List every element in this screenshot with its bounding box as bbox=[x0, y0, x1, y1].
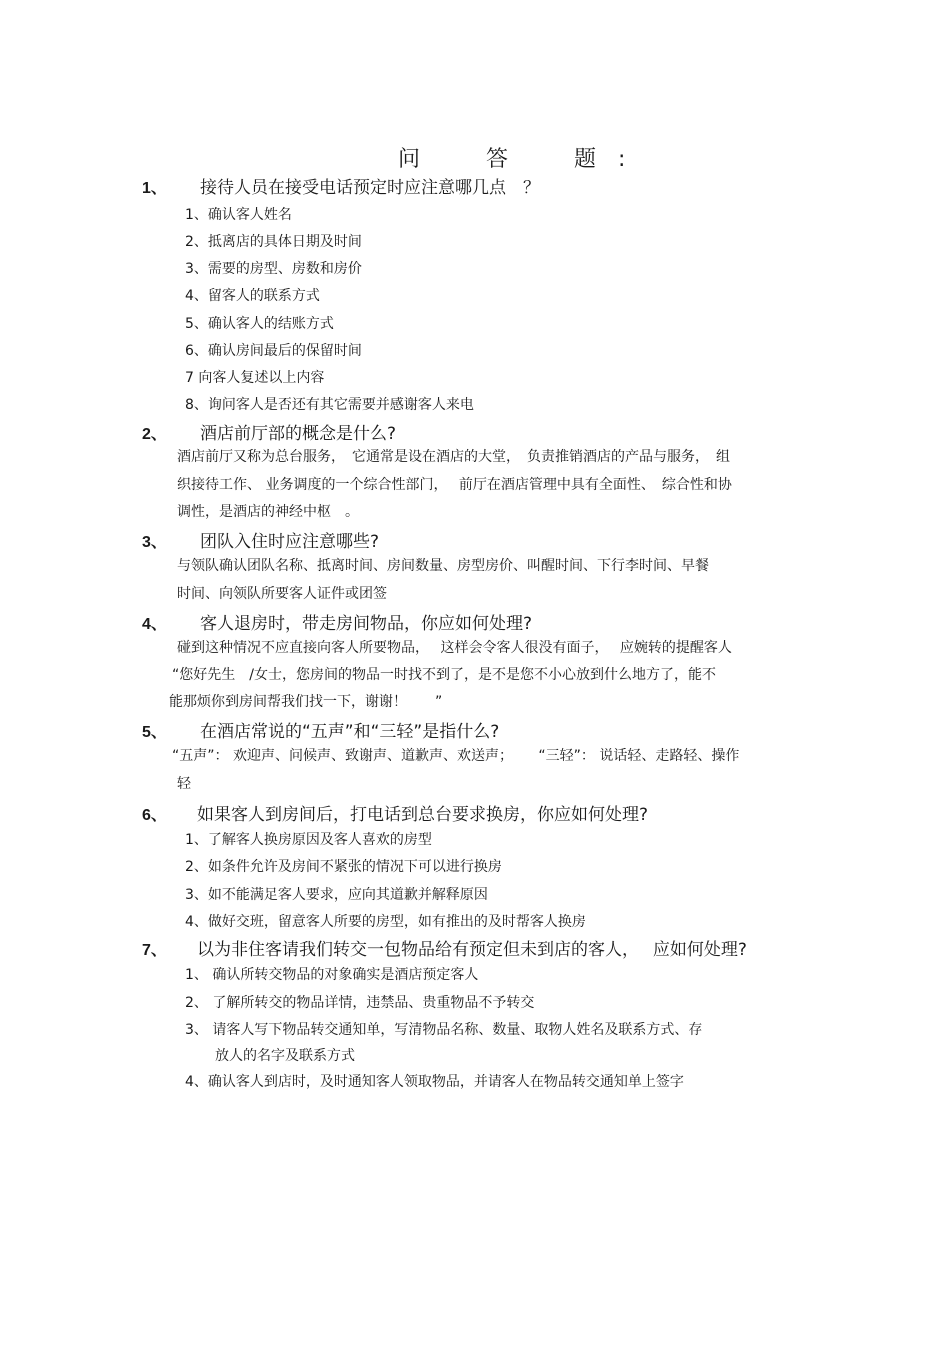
answer-line: 碰到这种情况不应直接向客人所要物品， 这样会令客人很没有面子， 应婉转的提醒客人 bbox=[177, 640, 732, 656]
question-number: 5、 bbox=[142, 724, 167, 741]
question-text: 以为非住客请我们转交一包物品给有预定但未到店的客人， 应如何处理? bbox=[197, 940, 747, 960]
answer-item: 4、做好交班，留意客人所要的房型，如有推出的及时帮客人换房 bbox=[185, 914, 586, 930]
question-text: 在酒店常说的“五声”和“三轻”是指什么? bbox=[200, 722, 500, 742]
answer-line: “您好先生 /女士，您房间的物品一时找不到了，是不是您不小心放到什么地方了，能不 bbox=[172, 667, 716, 683]
question-text: 客人退房时，带走房间物品，你应如何处理? bbox=[200, 614, 533, 634]
answer-line: “五声”： 欢迎声、问候声、致谢声、道歉声、欢送声； “三轻”： 说话轻、走路轻、操作 bbox=[172, 748, 740, 764]
answer-item: 1、了解客人换房原因及客人喜欢的房型 bbox=[185, 832, 432, 848]
answer-item: 2、 了解所转交的物品详情，违禁品、贵重物品不予转交 bbox=[185, 995, 535, 1011]
question-number: 1、 bbox=[142, 180, 167, 197]
answer-line: 酒店前厅又称为总台服务， 它通常是设在酒店的大堂， 负责推销酒店的产品与服务， 组 bbox=[177, 449, 730, 465]
answer-item: 1、确认客人姓名 bbox=[185, 207, 292, 223]
answer-line: 轻 bbox=[177, 776, 191, 792]
question-number: 2、 bbox=[142, 426, 167, 443]
question-number: 7、 bbox=[142, 942, 167, 959]
question-number: 6、 bbox=[142, 807, 167, 824]
question-text: 如果客人到房间后，打电话到总台要求换房，你应如何处理? bbox=[197, 805, 649, 825]
answer-line: 时间、向领队所要客人证件或团签 bbox=[177, 586, 387, 602]
answer-item: 6、确认房间最后的保留时间 bbox=[185, 343, 362, 359]
page-title: 问 答 题: bbox=[398, 147, 648, 172]
answer-item: 8、询问客人是否还有其它需要并感谢客人来电 bbox=[185, 397, 474, 413]
answer-item: 1、 确认所转交物品的对象确实是酒店预定客人 bbox=[185, 967, 479, 983]
question-4 bbox=[142, 609, 532, 634]
question-text: 接待人员在接受电话预定时应注意哪几点 ？ bbox=[200, 178, 540, 198]
question-text: 酒店前厅部的概念是什么? bbox=[200, 424, 397, 444]
question-number: 3、 bbox=[142, 534, 167, 551]
answer-item: 3、需要的房型、房数和房价 bbox=[185, 261, 362, 277]
question-5 bbox=[142, 717, 499, 742]
question-6 bbox=[142, 800, 648, 825]
answer-line: 能那烦你到房间帮我们找一下，谢谢！ ” bbox=[169, 694, 443, 710]
answer-item: 2、如条件允许及房间不紧张的情况下可以进行换房 bbox=[185, 859, 502, 875]
question-1 bbox=[142, 173, 540, 198]
answer-item: 5、确认客人的结账方式 bbox=[185, 316, 334, 332]
answer-item: 2、抵离店的具体日期及时间 bbox=[185, 234, 362, 250]
question-number: 4、 bbox=[142, 616, 167, 633]
answer-line: 与领队确认团队名称、抵离时间、房间数量、房型房价、叫醒时间、下行李时间、早餐 bbox=[177, 558, 709, 574]
answer-item: 4、留客人的联系方式 bbox=[185, 288, 320, 304]
answer-line: 调性，是酒店的神经中枢 。 bbox=[177, 504, 359, 520]
question-2 bbox=[142, 419, 396, 444]
question-3 bbox=[142, 527, 379, 552]
answer-line: 织接待工作、 业务调度的一个综合性部门， 前厅在酒店管理中具有全面性、 综合性和协 bbox=[177, 477, 732, 493]
question-text: 团队入住时应注意哪些? bbox=[200, 532, 380, 552]
answer-item: 3、如不能满足客人要求，应向其道歉并解释原因 bbox=[185, 887, 488, 903]
answer-item: 3、 请客人写下物品转交通知单，写清物品名称、数量、取物人姓名及联系方式、存 bbox=[185, 1022, 703, 1038]
answer-item: 7 向客人复述以上内容 bbox=[185, 370, 325, 386]
question-7 bbox=[142, 935, 747, 960]
answer-item: 4、确认客人到店时，及时通知客人领取物品，并请客人在物品转交通知单上签字 bbox=[185, 1074, 684, 1090]
answer-item-continuation: 放人的名字及联系方式 bbox=[215, 1048, 355, 1064]
